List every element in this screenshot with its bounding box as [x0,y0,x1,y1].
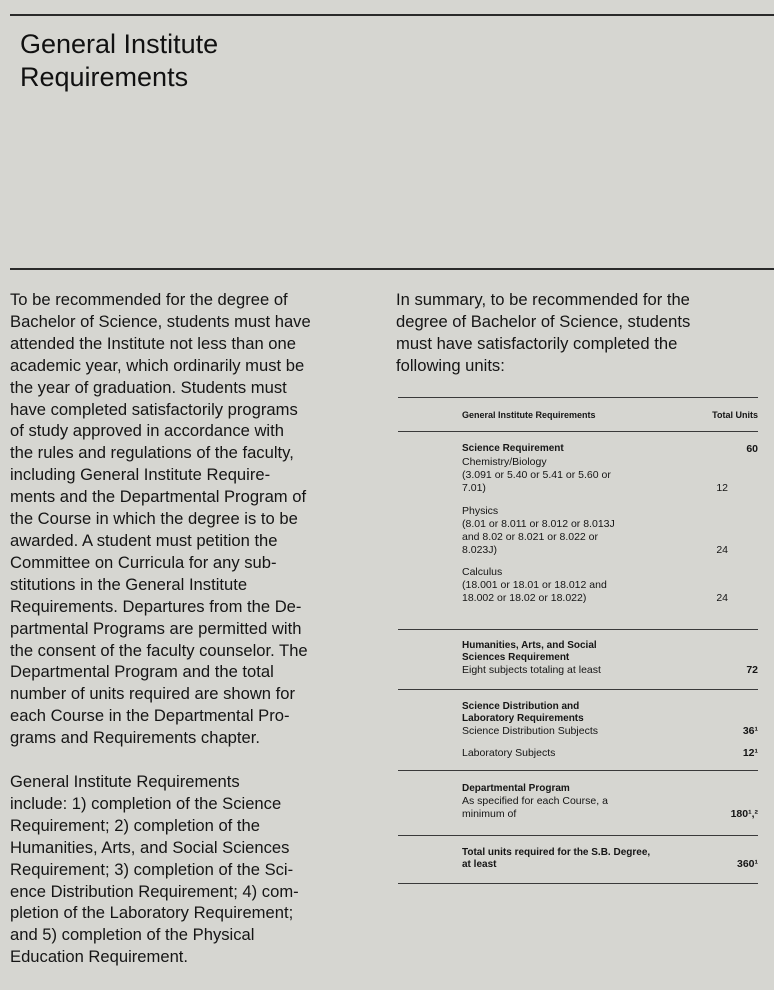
physics-units: 24 [716,544,728,556]
distribution-title: Science Distribution and Laboratory Requirements [462,701,584,724]
hass-units: 72 [746,664,758,676]
table-header [396,398,758,431]
page-title [20,28,218,94]
general-requirements-paragraph: General Institute Requirements include: 1) completion of the Science Requirement; 2) completion of the Humanities, Arts, and Social Sciences Requirement; 3) completion of the Sci- ence Distribution Requirement; 4) com- pletion of the Laboratory Requirement; and 5) completion of the Physical Education Requirement. [10,772,299,967]
distribution-units: 36¹ [742,725,758,737]
total-units: 360¹ [736,858,758,870]
table-row [462,664,758,677]
table-rule [398,883,758,884]
table-row [462,795,758,821]
table-row [462,566,758,605]
degree-requirements-paragraph: To be recommended for the degree of Bachelor of Science, students must have attended the Institute not less than one academic year, which ordinarily must be the year of graduation. Students must have completed satisfactorily programs of study approved in accordance with the rules and regulations of the faculty, including General Institute Require- ments and the Departmental Program of the Course in which the degree is to be awarded. A student must petition the Committee on Curricula for any sub- stitutions in the General Institute Requirements. Departures from the De- partmental Programs are permitted with the consent of the faculty counselor. The Departmental Program and the total number of units required are shown for each Course in the Departmental Pro- grams and Requirements chapter. [10,290,311,748]
chemistry-units: 12 [716,482,728,494]
top-rule [10,14,774,16]
header-requirements: General Institute Requirements [462,410,596,420]
table-row [462,847,758,871]
page-title-line-1: General Institute [20,29,219,59]
science-title: Science Requirement [462,443,564,454]
calculus-desc: Calculus (18.001 or 18.01 or 18.012 and 18.002 or 18.02 or 18.022) [462,566,607,604]
header-total-units: Total Units [712,410,758,420]
science-total: 60 [746,443,758,455]
section-rule [10,268,774,270]
departmental-section [396,771,758,835]
table-row [462,725,758,738]
laboratory-units: 12¹ [742,747,758,759]
requirements-table [396,397,758,884]
departmental-title: Departmental Program [462,783,570,794]
laboratory-desc: Laboratory Subjects [462,747,556,759]
table-row [462,505,758,557]
hass-desc: Eight subjects totaling at least [462,664,601,676]
chemistry-desc: Chemistry/Biology (3.091 or 5.40 or 5.41 or 5.60 or 7.01) [462,456,611,494]
table-row [462,747,758,760]
total-title: Total units required for the S.B. Degree, at least [462,847,651,870]
hass-title: Humanities, Arts, and Social Sciences Requirement [462,640,597,663]
left-column [10,289,375,990]
calculus-units: 24 [716,592,728,604]
table-row [462,456,758,495]
total-section [396,836,758,883]
right-column [396,289,766,377]
distribution-section [396,690,758,770]
hass-section [396,630,758,689]
distribution-desc: Science Distribution Subjects [462,725,598,737]
physics-desc: Physics (8.01 or 8.011 or 8.012 or 8.013J and 8.02 or 8.021 or 8.022 or 8.023J) [462,505,615,556]
table-row [462,443,758,456]
departmental-desc: As specified for each Course, a minimum of [462,795,608,820]
science-section [396,432,758,629]
departmental-units: 180¹,² [730,808,758,820]
page-title-line-2: Requirements [20,62,189,92]
summary-intro: In summary, to be recommended for the degree of Bachelor of Science, students must have satisfactorily completed the following units: [396,290,691,375]
